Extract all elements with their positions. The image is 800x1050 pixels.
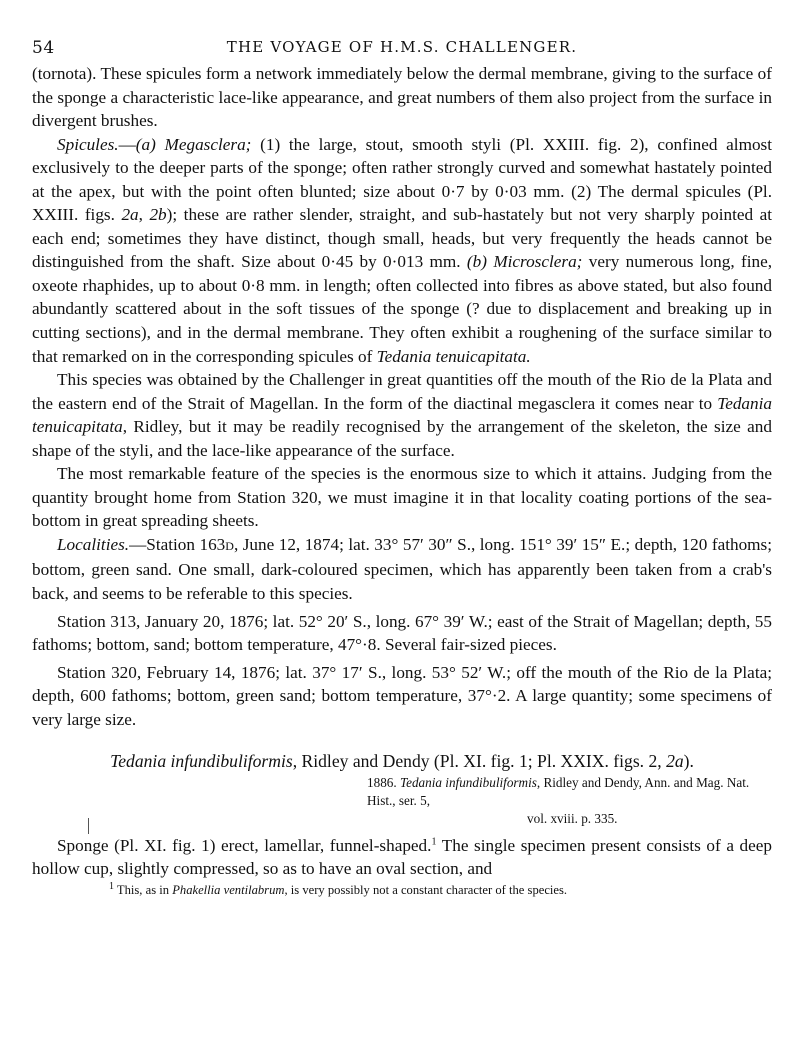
spicules-text-3: very numerous long, fine, oxeote rhaphides, up to about 0·8 mm. in length; often collected into fibres as above stated, but also found abundantly scattered about in the soft tissues of the sponge (? due to displacement and breaking up in cutting sections), and in the dermal membrane. They often exhibit a roughening of the surface similar to that remarked on in the corresponding spicules of: [32, 252, 773, 366]
localities-text-1: —Station 163: [129, 534, 226, 554]
sponge-text-2: The single specimen present consists of a deep hollow cup, slightly compressed, so as to have an oval section, and: [32, 835, 773, 879]
paragraph-spicules: Spicules.—(a) Megasclera; (1) the large, stout, smooth styli (Pl. XXIII. fig. 2), confined almost exclusively to the deeper parts of the sponge; often rather strongly curved and somewhat hastately pointed at the apex, but with the point often blunted; size about 0·7 by 0·03 mm. (2) The dermal spicules (Pl. XXIII. figs. 2a, 2b); these are rather slender, straight, and sub-hastately but not very sharply pointed at each end; sometimes they have distinct, though small, heads, but very frequently the heads cannot be distinguished from the shaft. Size about 0·45 by 0·013 mm. (b) Microsclera; very numerous long, fine, oxeote rhaphides, up to about 0·8 mm. in length; often collected into fibres as above stated, but also found abundantly scattered about in the soft tissues of the sponge (? due to displacement and breaking up in cutting sections), and in the dermal membrane. They often exhibit a roughening of the surface similar to that remarked on in the corresponding spicules of Tedania tenuicapitata.: [32, 134, 773, 366]
species-heading-close: ).: [683, 751, 694, 772]
species-ref-tenuicapitata: Tedania tenuicapitata.: [376, 346, 531, 366]
species-heading-authors: , Ridley and Dendy (Pl. XI. fig. 1; Pl. XXIX. figs. 2,: [292, 751, 667, 772]
page-header: [32, 30, 772, 62]
running-title: THE VOYAGE OF H.M.S. CHALLENGER.: [226, 38, 578, 56]
paragraph-localities: [32, 533, 772, 606]
megasclera-label: Megasclera;: [164, 134, 252, 154]
obtained-text-2: , Ridley, but it may be readily recognised by the arrangement of the skeleton, the size and shape of the styli, and the lace-like appearance of the surface.: [32, 417, 772, 460]
fig-2b-ref: 2b: [149, 205, 167, 225]
page-number: 54: [32, 38, 55, 58]
localities-label: Localities.: [57, 534, 130, 554]
species-ref-tenuicapitata-2: Tedania tenuicapitata: [32, 393, 772, 437]
paragraph-station-313: Station 313, January 20, 1876; lat. 52° 20′ S., long. 67° 39′ W.; east of the Strait of Magellan; depth, 55 fathoms; bottom, sand; bottom temperature, 47°·8. Several fair-sized pieces.: [32, 611, 772, 655]
body-text: [32, 62, 772, 899]
paragraph-remarkable: The most remarkable feature of the species is the enormous size to which it attains. Judging from the quantity brought home from Station 320, we must imagine it in that locality coating portions of the sea-bottom in great spreading sheets.: [32, 464, 772, 531]
reference-species: Tedania infundibuliformis: [399, 774, 537, 790]
footnote-text-2: , is very possibly not a constant character of the species.: [284, 882, 568, 897]
paragraph-sponge: [32, 834, 772, 881]
species-heading-fig: 2a: [666, 751, 684, 772]
paragraph-obtained: [32, 368, 772, 462]
reference-text-2: vol. xviii. p. 335.: [527, 810, 618, 826]
fig-2a-ref: 2a: [121, 205, 139, 225]
species-heading-name: Tedania infundibuliformis: [110, 751, 293, 772]
reference-year: 1886.: [367, 774, 400, 790]
species-heading: [32, 750, 772, 774]
microsclera-label: Microsclera;: [493, 252, 583, 272]
reference-text-1: , Ridley and Dendy, Ann. and Mag. Nat. Hist., ser. 5,: [367, 774, 750, 808]
obtained-text-1: This species was obtained by the Challenger in great quantities off the mouth of the Rio de la Plata and the eastern end of the Strait of Magellan. In the form of the diactinal megasclera it comes near to: [32, 370, 772, 413]
sponge-text-1: Sponge (Pl. XI. fig. 1) erect, lamellar, funnel-shaped.: [57, 835, 432, 855]
spicules-text-1: (1) the large, stout, smooth styli (Pl. XXIII. fig. 2), confined almost exclusively to the deeper parts of the sponge; often rather strongly curved and somewhat hastately pointed at the apex, but with the point often blunted; size about 0·7 by 0·03 mm. (2) The dermal spicules (Pl. XXIII. figs.: [32, 134, 773, 225]
margin-tick-mark: [88, 818, 89, 834]
footnote-number: 1: [109, 880, 114, 892]
spicules-text-2: ); these are rather slender, straight, and sub-hastately but not very sharply pointed at each end; sometimes they have distinct, though small, heads, but very frequently the heads cannot be distinguished from the shaft. Size about 0·45 by 0·013 mm.: [32, 205, 773, 272]
bibliographic-reference: [32, 774, 772, 828]
spicules-label: Spicules.: [57, 134, 119, 154]
footnote-species: Phakellia ventilabrum: [172, 882, 285, 897]
species-section: [32, 750, 772, 828]
footnote-marker: 1: [431, 836, 437, 848]
paragraph-tornota: (tornota). These spicules form a network immediately below the dermal membrane, giving to the surface of the sponge a characteristic lace-like appearance, and great numbers of them also project from the surface in divergent brushes.: [32, 64, 772, 131]
station-suffix: D: [225, 538, 234, 553]
book-page: [32, 30, 772, 899]
footnote: [32, 881, 772, 899]
paragraph-station-320: Station 320, February 14, 1876; lat. 37° 17′ S., long. 53° 52′ W.; off the mouth of the Rio de la Plata; depth, 600 fathoms; bottom, green sand; bottom temperature, 37°·2. A large quantity; some specimens of very large size.: [32, 662, 772, 729]
footnote-text-1: This, as in: [114, 882, 173, 897]
localities-text-2: , June 12, 1874; lat. 33° 57′ 30″ S., long. 151° 39′ 15″ E.; depth, 120 fathoms; bottom, green sand. One small, dark-coloured specimen, which has apparently been taken from a crab's back, and seems to be referable to this species.: [32, 534, 773, 604]
sub-b: (b): [466, 252, 487, 272]
sub-a: (a): [135, 134, 156, 154]
